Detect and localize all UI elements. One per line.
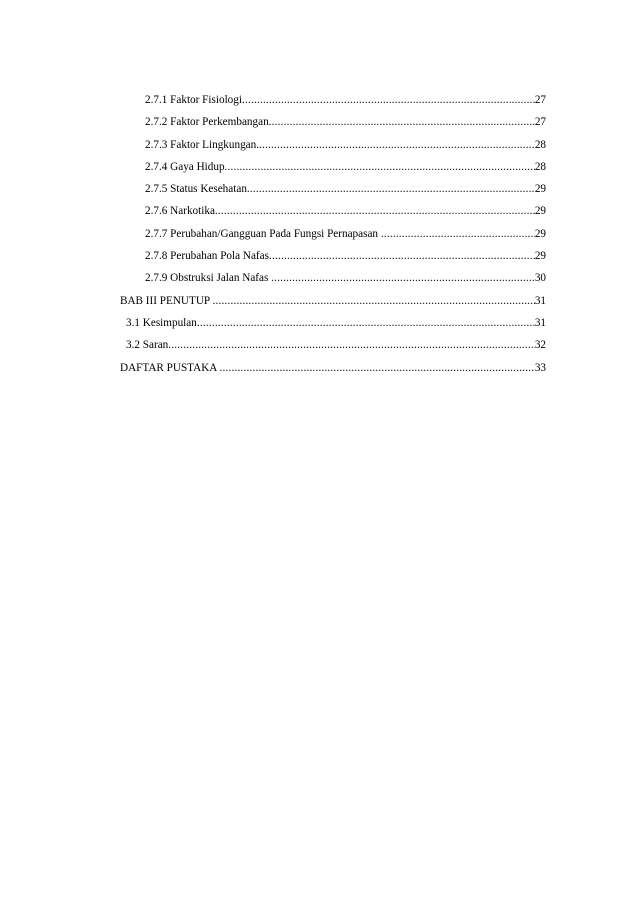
toc-entry-3-1[interactable] — [120, 312, 546, 334]
toc-entry-2-7-1[interactable] — [120, 89, 546, 111]
dot-leader — [269, 111, 535, 133]
toc-entry-2-7-8[interactable] — [120, 245, 546, 267]
dot-leader — [269, 245, 535, 267]
toc-entry-page-number: 32 — [534, 339, 546, 352]
toc-entry-label: 2.7.4 Gaya Hidup — [145, 160, 225, 173]
toc-entry-label: 2.7.3 Faktor Lingkungan. — [145, 138, 260, 151]
table-of-contents — [120, 89, 546, 379]
toc-entry-label: 3.2 Saran — [126, 339, 169, 352]
toc-entry-bab-iii[interactable] — [120, 290, 546, 312]
toc-entry-page-number: 27 — [534, 116, 546, 129]
toc-entry-page-number: 31 — [534, 316, 546, 329]
dot-leader — [213, 290, 535, 312]
toc-entry-page-number: 29 — [534, 205, 546, 218]
dot-leader — [220, 357, 535, 379]
dot-leader — [197, 312, 535, 334]
toc-entry-page-number: 29 — [534, 183, 546, 196]
toc-entry-2-7-7[interactable] — [120, 223, 546, 245]
toc-entry-page-number: 31 — [534, 294, 546, 307]
toc-entry-2-7-2[interactable] — [120, 111, 546, 133]
dot-leader — [168, 334, 535, 356]
toc-entry-label: 2.7.5 Status Kesehatan — [145, 183, 247, 196]
toc-entry-label: 2.7.7 Perubahan/Gangguan Pada Fungsi Pernapasan — [145, 227, 381, 240]
toc-entry-2-7-6[interactable] — [120, 200, 546, 222]
dot-leader — [271, 267, 535, 289]
toc-entry-label: 2.7.8 Perubahan Pola Nafas — [145, 250, 269, 263]
toc-entry-label: 2.7.2 Faktor Perkembangan — [145, 116, 269, 129]
toc-entry-2-7-5[interactable] — [120, 178, 546, 200]
toc-entry-page-number: 28 — [534, 138, 546, 151]
dot-leader — [225, 156, 535, 178]
dot-leader — [381, 223, 535, 245]
dot-leader — [242, 89, 535, 111]
toc-entry-daftar-pustaka[interactable] — [120, 357, 546, 379]
toc-entry-2-7-9[interactable] — [120, 267, 546, 289]
toc-entry-page-number: 28 — [534, 160, 546, 173]
toc-entry-page-number: 27 — [534, 94, 546, 106]
toc-entry-2-7-3[interactable] — [120, 134, 546, 156]
toc-entry-label: DAFTAR PUSTAKA — [120, 361, 220, 374]
toc-entry-label: 2.7.9 Obstruksi Jalan Nafas — [145, 272, 272, 285]
toc-entry-page-number: 29 — [534, 227, 546, 240]
dot-leader — [247, 178, 535, 200]
toc-entry-2-7-4[interactable] — [120, 156, 546, 178]
toc-entry-label: 2.7.6 Narkotika — [145, 205, 215, 218]
toc-entry-label: 3.1 Kesimpulan — [126, 316, 197, 329]
toc-entry-page-number: 29 — [534, 250, 546, 263]
toc-entry-label: 2.7.1 Faktor Fisiologi — [145, 94, 242, 106]
dot-leader — [215, 200, 535, 222]
toc-entry-page-number: 30 — [534, 272, 546, 285]
toc-entry-3-2[interactable] — [120, 334, 546, 356]
toc-entry-page-number: 33 — [534, 361, 546, 374]
toc-entry-label: BAB III PENUTUP — [120, 294, 213, 307]
dot-leader — [259, 134, 535, 156]
